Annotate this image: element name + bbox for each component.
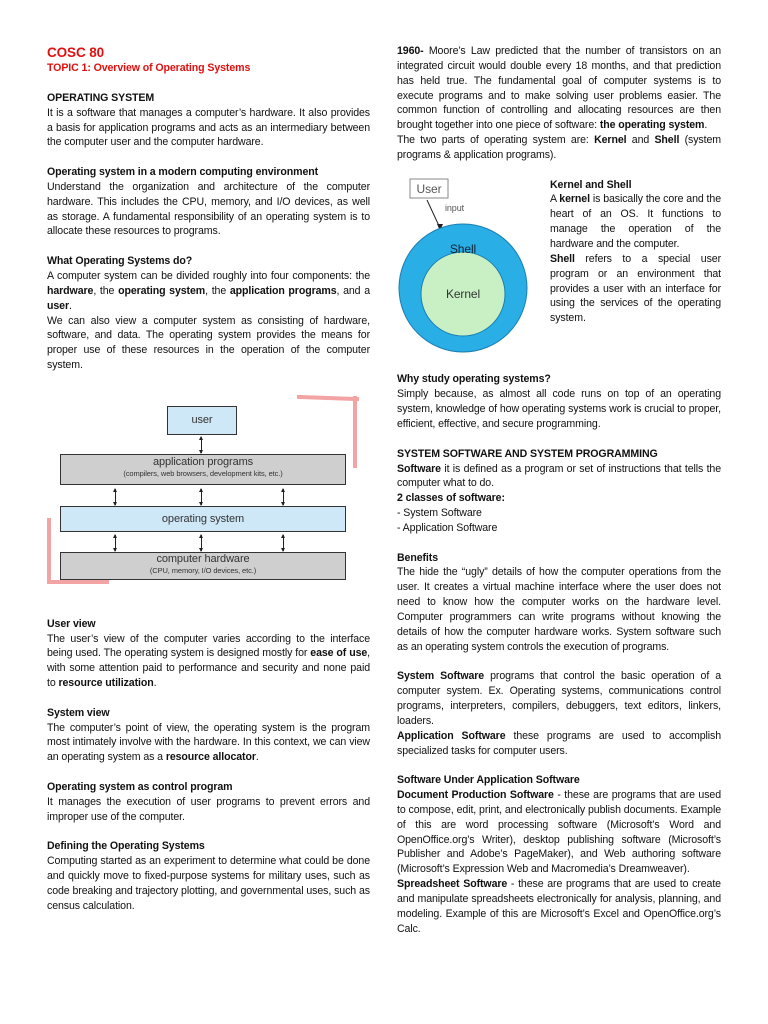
double-arrow-icon	[283, 489, 284, 505]
computer-hardware-sublabel: (CPU, memory, I/O devices, etc.)	[149, 565, 257, 575]
text: The computer’s point of view, the operating system is the program most intimately involve with the hardware. In this context, we can view an operating system as a	[47, 721, 370, 764]
section	[397, 669, 721, 758]
topic-title: TOPIC 1: Overview of Operating Systems	[47, 62, 251, 74]
text: Computing started as an experiment to determine what could be done and quickly move to fixed-purpose systems for military uses, such as code breaking and trajectory plotting, and governmental uses, such as census calculation.	[47, 855, 370, 912]
bold-text: ease of use	[310, 647, 368, 660]
section-heading: System view	[47, 706, 110, 719]
text: , with some attention paid to performance and security and none paid to	[47, 647, 371, 690]
double-arrow-icon	[201, 437, 202, 453]
section-heading: User view	[47, 617, 96, 630]
paragraph	[397, 729, 721, 759]
paragraph	[47, 106, 370, 151]
text: (system programs & application programs).	[397, 134, 721, 161]
paragraph	[397, 877, 721, 936]
text: .	[704, 119, 708, 132]
left-column	[47, 44, 370, 928]
right-sections-bottom	[397, 372, 721, 936]
text: , the	[93, 284, 119, 297]
text: It is a software that manages a computer’s hardware. It also provides a basis for application programs and acts as an intermediary between the computer user and the computer hardware.	[47, 106, 370, 149]
bold-text: Kernel	[594, 134, 627, 147]
right-column	[397, 44, 721, 951]
paragraph	[47, 795, 370, 825]
bold-text: the operating system	[599, 119, 705, 132]
kernel-label: Kernel	[445, 286, 481, 301]
section	[47, 839, 370, 913]
section	[397, 447, 721, 536]
section	[47, 91, 370, 150]
application-programs-box	[60, 454, 346, 485]
section	[397, 372, 721, 431]
section	[47, 165, 370, 239]
left-sections-top	[47, 91, 370, 373]
input-label: input	[445, 202, 465, 213]
text: - System Software	[397, 507, 482, 520]
double-arrow-icon	[115, 489, 116, 505]
text: We can also view a computer system as consisting of hardware, software, and data. The operating system provides the means for proper use of these resources in the operation of the computer system.	[47, 314, 370, 372]
section	[47, 254, 370, 373]
section-heading: Operating system as control program	[47, 781, 233, 793]
bold-text: resource allocator	[165, 751, 256, 764]
kernel-shell-section	[397, 178, 721, 358]
text: - these are programs that are used to create and manipulate spreadsheets electronically for analysis, planning, and modeling. Example of this are Microsoft’s Excel and OpenOffice.org’s Calc.	[397, 878, 721, 935]
section-heading: Software Under Application Software	[397, 774, 580, 787]
section-heading: OPERATING SYSTEM	[47, 91, 155, 104]
section-heading: Kernel and Shell	[550, 178, 632, 191]
bold-text: resource utilization	[58, 677, 154, 690]
bold-text: Shell	[550, 252, 575, 265]
kernel-shell-diagram	[397, 178, 532, 358]
section	[47, 617, 370, 691]
section-heading: SYSTEM SOFTWARE AND SYSTEM PROGRAMMING	[397, 447, 658, 460]
section	[397, 44, 721, 163]
text: these programs are used to accomplish specialized tasks for computer users.	[397, 729, 722, 757]
double-arrow-icon	[201, 535, 202, 551]
os-layers-diagram	[47, 388, 370, 603]
paragraph	[397, 462, 721, 492]
text: , and a	[336, 284, 370, 297]
paragraph	[397, 44, 721, 133]
red-marker-stroke	[47, 580, 109, 584]
paragraph	[47, 632, 370, 691]
paragraph	[397, 521, 721, 536]
bold-text: 1960-	[397, 45, 424, 57]
bold-text: Document Production Software	[397, 789, 554, 802]
double-arrow-icon	[283, 535, 284, 551]
section-heading: Defining the Operating Systems	[47, 840, 205, 853]
section-heading: What Operating Systems do?	[47, 255, 193, 268]
user-label: User	[416, 181, 442, 196]
bold-text: Application Software	[397, 729, 506, 742]
text: and	[626, 134, 655, 147]
section	[397, 773, 721, 936]
text: The hide the “ugly” details of how the computer operations from the user. It creates a virtual machine interface where the user does not need to know how the computer works on the hardware level. Computer programmers can write programs without knowing the details of how the computer hardware works. System software such as an operating system controls the execution of programs.	[397, 566, 721, 653]
section	[47, 706, 370, 765]
section	[47, 780, 370, 825]
paragraph	[397, 506, 721, 521]
red-marker-stroke	[297, 395, 359, 401]
paragraph	[47, 854, 370, 913]
paragraph	[397, 387, 721, 432]
paragraph	[47, 314, 370, 373]
text: programs that control the basic operation of a computer system. Ex. Operating systems, communications control programs, interpreters, compilers, debuggers, text editors, linkers, loaders.	[397, 670, 721, 727]
text: .	[68, 299, 72, 312]
bold-text: Shell	[654, 134, 680, 147]
double-arrow-icon	[115, 535, 116, 551]
paragraph	[47, 721, 370, 766]
text: A	[550, 193, 560, 206]
course-title: COSC 80	[47, 45, 105, 60]
text: .	[255, 751, 259, 764]
paragraph	[397, 669, 721, 728]
text: The two parts of operating system are:	[397, 134, 595, 147]
kernel-shell-figure	[397, 178, 532, 358]
application-programs-label: application programs	[152, 455, 254, 468]
text: is basically the core and the heart of an OS. It functions to manage the operation of the hardware and the computer.	[550, 193, 721, 250]
section	[397, 551, 721, 655]
paragraph	[47, 180, 370, 239]
paragraph	[397, 491, 721, 506]
text: refers to a special user program or an environment that provides a user with an interface for using the services of the operating system.	[550, 252, 721, 325]
section-heading: Operating system in a modern computing environment	[47, 166, 319, 179]
red-marker-stroke	[47, 518, 51, 584]
bold-text: operating system	[118, 284, 206, 297]
text: It manages the execution of user programs to prevent errors and improper use of the computer.	[47, 795, 370, 823]
operating-system-box: operating system	[60, 506, 346, 532]
text: Moore’s Law predicted that the number of transistors on an integrated circuit would double every 18 months, and that prediction has held true. The fundamental goal of computer systems is to execute programs and to make solving user problems easier. The common function of controlling and allocating resources are then brought together into one piece of software:	[397, 45, 721, 132]
right-sections-top	[397, 44, 721, 163]
bold-text: System Software	[397, 670, 485, 683]
paragraph	[397, 565, 721, 654]
paragraph	[550, 252, 721, 326]
shell-label: Shell	[449, 241, 477, 256]
bold-text: kernel	[559, 193, 590, 206]
text: - these are programs that are used to compose, edit, print, and electronically publish documents. Example of this are word processing software (Microsoft’s Word and OpenOffice.org’s Writer), desktop publishing software (Microsoft’s Publisher and Adobe’s PageMaker), and Web authoring software (Microsoft’s Expression Web and Macromedia’s Dreamweaver).	[397, 789, 721, 876]
text: , the	[205, 284, 230, 297]
section	[550, 178, 721, 326]
section-heading: Why study operating systems?	[397, 373, 551, 386]
paragraph	[397, 788, 721, 877]
text: - Application Software	[397, 521, 498, 534]
section-heading: Benefits	[397, 551, 438, 564]
computer-hardware-label: computer hardware	[156, 552, 250, 565]
bold-text: Spreadsheet Software	[397, 878, 508, 891]
bold-text: application programs	[229, 284, 337, 297]
bold-text: hardware	[47, 284, 94, 297]
user-box: user	[167, 406, 237, 435]
double-arrow-icon	[201, 489, 202, 505]
computer-hardware-box	[60, 552, 346, 580]
red-marker-stroke	[353, 396, 357, 468]
text: Simply because, as almost all code runs on top of an operating system, knowledge of how operating systems work is crucial to proper, efficient, effective, and secure programming.	[397, 388, 721, 430]
application-programs-sublabel: (compilers, web browsers, development kits, etc.)	[123, 468, 283, 478]
bold-text: user	[47, 299, 69, 312]
left-sections-bottom	[47, 617, 370, 914]
bold-text: Software	[397, 462, 441, 475]
text: .	[153, 677, 157, 690]
text: it is defined as a program or set of instructions that tells the computer what to do.	[397, 462, 721, 490]
text: Understand the organization and architecture of the computer hardware. This includes the CPU, memory, and I/O devices, as well as storage. A fundamental responsibility of an operating system is to allocate these resources to programs.	[47, 180, 370, 238]
paragraph	[550, 192, 721, 251]
bold-text: 2 classes of software:	[397, 492, 505, 505]
text: The user’s view of the computer varies according to the interface being used. The operating system is designed mostly for	[47, 632, 370, 660]
kernel-shell-text	[550, 178, 721, 358]
paragraph	[397, 133, 721, 163]
paragraph	[47, 269, 370, 314]
text: A computer system can be divided roughly into four components: the	[47, 269, 370, 282]
